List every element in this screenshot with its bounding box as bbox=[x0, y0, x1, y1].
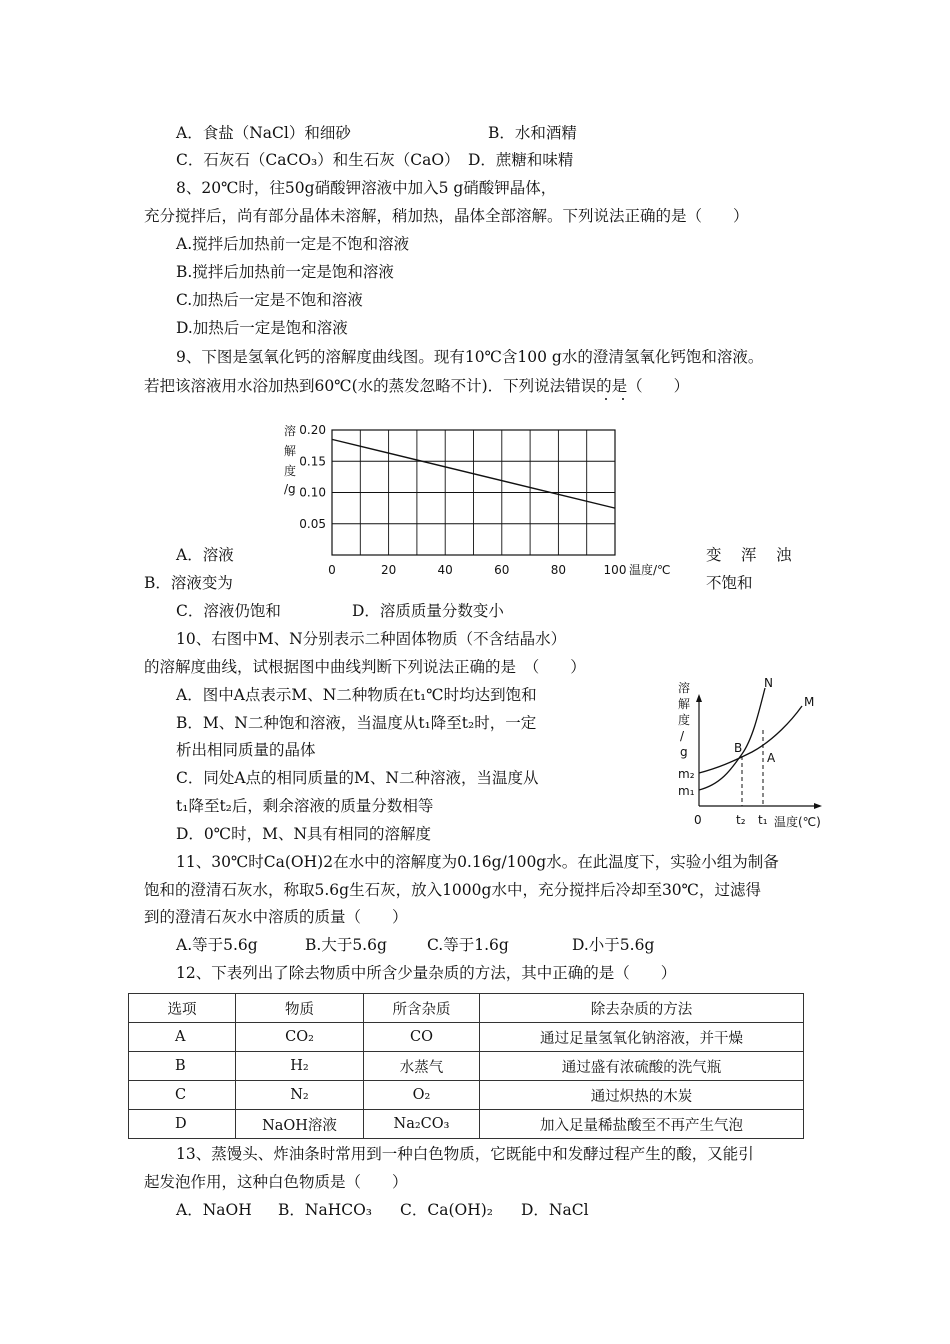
chart1-x-tick-label: 60 bbox=[494, 563, 510, 577]
chart2-point-a: A bbox=[767, 751, 776, 765]
table-cell: O₂ bbox=[364, 1081, 480, 1110]
q7-option-b: B．水和酒精 bbox=[488, 124, 577, 142]
q10-option-b-line2: 析出相同质量的晶体 bbox=[176, 741, 316, 759]
q11-stem-line1: 11、30℃时Ca(OH)2在水中的溶解度为0.16g/100g水。在此温度下，实验小组为制备 bbox=[176, 853, 779, 871]
table-cell: Na₂CO₃ bbox=[364, 1110, 480, 1139]
table-cell: D bbox=[129, 1110, 236, 1139]
solubility-chart-caoh2 bbox=[270, 415, 690, 590]
table-header-cell: 物质 bbox=[236, 994, 364, 1023]
chart2-ylabel-char: 溶 bbox=[678, 681, 691, 695]
chart2-mark-m2: m₂ bbox=[678, 767, 695, 781]
q7-option-c: C．石灰石（CaCO₃）和生石灰（CaO） bbox=[176, 151, 460, 169]
table-cell: NaOH溶液 bbox=[236, 1110, 364, 1139]
chart2-label-m: M bbox=[804, 695, 815, 709]
emphasis-dot bbox=[605, 398, 607, 400]
chart1-y-tick-label: 0.10 bbox=[299, 485, 326, 500]
q12-table bbox=[128, 993, 804, 1139]
chart1-x-tick-label: 80 bbox=[550, 563, 567, 577]
q11-option-c: C.等于1.6g bbox=[427, 936, 509, 954]
q13-option-a: A．NaOH bbox=[176, 1201, 252, 1219]
chart2-curve-m bbox=[699, 706, 802, 773]
q9-option-c: C．溶液仍饱和 bbox=[176, 602, 281, 620]
chart2-mark-m1: m₁ bbox=[678, 784, 695, 798]
chart2-y-arrow bbox=[696, 694, 702, 702]
q8-option-d: D.加热后一定是饱和溶液 bbox=[176, 319, 348, 337]
q11-stem-line3: 到的澄清石灰水中溶质的质量（ ） bbox=[144, 908, 408, 926]
q13-option-c: C．Ca(OH)₂ bbox=[400, 1201, 493, 1219]
table-cell: 通过足量氢氧化钠溶液，并干燥 bbox=[480, 1023, 804, 1052]
chart1-y-tick-label: 0.15 bbox=[299, 454, 326, 469]
chart2-mark-t2: t₂ bbox=[736, 813, 746, 827]
q9-option-d: D．溶质质量分数变小 bbox=[352, 602, 504, 620]
q9-option-b-left: B．溶液变为 bbox=[144, 574, 233, 592]
table-row bbox=[129, 1023, 804, 1052]
q13-option-b: B．NaHCO₃ bbox=[278, 1201, 372, 1219]
table-row bbox=[129, 1052, 804, 1081]
table-cell: CO₂ bbox=[236, 1023, 364, 1052]
chart1-ylabel-char: 溶 bbox=[284, 424, 297, 438]
table-cell: 通过盛有浓硫酸的洗气瓶 bbox=[480, 1052, 804, 1081]
chart1-ylabel-char: 解 bbox=[284, 444, 297, 458]
table-header-cell: 除去杂质的方法 bbox=[480, 994, 804, 1023]
chart1-x-tick-label: 0 bbox=[328, 563, 336, 577]
chart1-ylabel-char: 度 bbox=[284, 464, 297, 478]
q10-option-d: D．0℃时，M、N具有相同的溶解度 bbox=[176, 825, 432, 843]
table-header-cell: 所含杂质 bbox=[364, 994, 480, 1023]
chart1-x-axis-label: 温度/℃ bbox=[629, 563, 671, 577]
chart2-ylabel-char: 度 bbox=[678, 713, 691, 727]
chart1-y-tick-label: 0.20 bbox=[299, 423, 326, 437]
q8-option-c: C.加热后一定是不饱和溶液 bbox=[176, 291, 363, 309]
chart2-x-axis-label: 温度(℃) bbox=[774, 815, 821, 829]
table-row bbox=[129, 1081, 804, 1110]
chart2-point-b: B bbox=[734, 741, 743, 755]
chart2-origin: 0 bbox=[694, 813, 702, 827]
q12-stem: 12、下表列出了除去物质中所含少量杂质的方法，其中正确的是（ ） bbox=[176, 964, 677, 982]
q11-option-d: D.小于5.6g bbox=[572, 936, 655, 954]
table-cell: 通过炽热的木炭 bbox=[480, 1081, 804, 1110]
chart1-y-tick-label: 0.05 bbox=[299, 516, 326, 531]
q11-option-b: B.大于5.6g bbox=[305, 936, 387, 954]
table-cell: CO bbox=[364, 1023, 480, 1052]
q10-option-c-line1: C．同处A点的相同质量的M、N二种溶液，当温度从 bbox=[176, 769, 539, 787]
q11-stem-line2: 饱和的澄清石灰水，称取5.6g生石灰，放入1000g水中，充分搅拌后冷却至30℃，过滤得 bbox=[144, 881, 762, 899]
q13-stem-line2: 起发泡作用，这种白色物质是（ ） bbox=[144, 1173, 408, 1191]
q11-option-a: A.等于5.6g bbox=[176, 936, 258, 954]
q10-option-a: A．图中A点表示M、N二种物质在t₁℃时均达到饱和 bbox=[176, 686, 537, 704]
chart2-x-arrow bbox=[814, 803, 822, 809]
q8-stem-line2: 充分搅拌后，尚有部分晶体未溶解，稍加热，晶体全部溶解。下列说法正确的是（ ） bbox=[144, 207, 749, 225]
q9-option-a-left: A．溶液 bbox=[176, 546, 234, 564]
q13-stem-line1: 13、蒸馒头、炸油条时常用到一种白色物质，它既能中和发酵过程产生的酸，又能引 bbox=[176, 1145, 754, 1163]
q10-stem-line2: 的溶解度曲线，试根据图中曲线判断下列说法正确的是 （ ） bbox=[144, 658, 586, 676]
table-cell: H₂ bbox=[236, 1052, 364, 1081]
table-row bbox=[129, 1110, 804, 1139]
table-cell: N₂ bbox=[236, 1081, 364, 1110]
chart1-x-tick-label: 40 bbox=[437, 563, 453, 577]
table-cell: C bbox=[129, 1081, 236, 1110]
q9-option-a-right: 变 浑 浊 bbox=[706, 546, 794, 564]
q8-option-b: B.搅拌后加热前一定是饱和溶液 bbox=[176, 263, 394, 281]
q10-option-b-line1: B．M、N二种饱和溶液，当温度从t₁降至t₂时，一定 bbox=[176, 714, 537, 732]
chart2-ylabel-char: / bbox=[680, 729, 685, 743]
q10-option-c-line2: t₁降至t₂后，剩余溶液的质量分数相等 bbox=[176, 797, 434, 815]
table-cell: B bbox=[129, 1052, 236, 1081]
q9-stem-line2: 若把该溶液用水浴加热到60℃(水的蒸发忽略不计)．下列说法错误的是（ ） bbox=[144, 377, 690, 395]
q13-option-d: D．NaCl bbox=[521, 1201, 589, 1219]
table-cell: A bbox=[129, 1023, 236, 1052]
table-cell: 水蒸气 bbox=[364, 1052, 480, 1081]
chart1-x-tick-label: 100 bbox=[603, 563, 627, 577]
q9-option-b-right: 不饱和 bbox=[706, 574, 753, 592]
q7-option-a: A．食盐（NaCl）和细砂 bbox=[176, 124, 351, 142]
chart2-ylabel-char: g bbox=[680, 745, 688, 759]
emphasis-dot bbox=[622, 398, 624, 400]
q10-stem-line1: 10、右图中M、N分别表示二种固体物质（不含结晶水） bbox=[176, 630, 567, 648]
q8-option-a: A.搅拌后加热前一定是不饱和溶液 bbox=[176, 235, 410, 253]
chart2-label-n: N bbox=[764, 676, 773, 690]
chart1-x-tick-label: 20 bbox=[380, 563, 397, 577]
chart2-curve-n bbox=[699, 688, 765, 790]
chart2-ylabel-char: 解 bbox=[678, 697, 691, 711]
chart1-ylabel-char: /g bbox=[284, 482, 296, 496]
table-cell: 加入足量稀盐酸至不再产生气泡 bbox=[480, 1110, 804, 1139]
q8-stem-line1: 8、20℃时，往50g硝酸钾溶液中加入5 g硝酸钾晶体， bbox=[176, 179, 557, 197]
chart2-mark-t1: t₁ bbox=[758, 813, 768, 827]
solubility-chart-mn bbox=[670, 676, 850, 836]
table-header-row bbox=[129, 994, 804, 1023]
q7-option-d: D．蔗糖和味精 bbox=[468, 151, 574, 169]
table-header-cell: 选项 bbox=[129, 994, 236, 1023]
q9-stem-line1: 9、下图是氢氧化钙的溶解度曲线图。现有10℃含100 g水的澄清氢氧化钙饱和溶液。 bbox=[176, 348, 764, 366]
